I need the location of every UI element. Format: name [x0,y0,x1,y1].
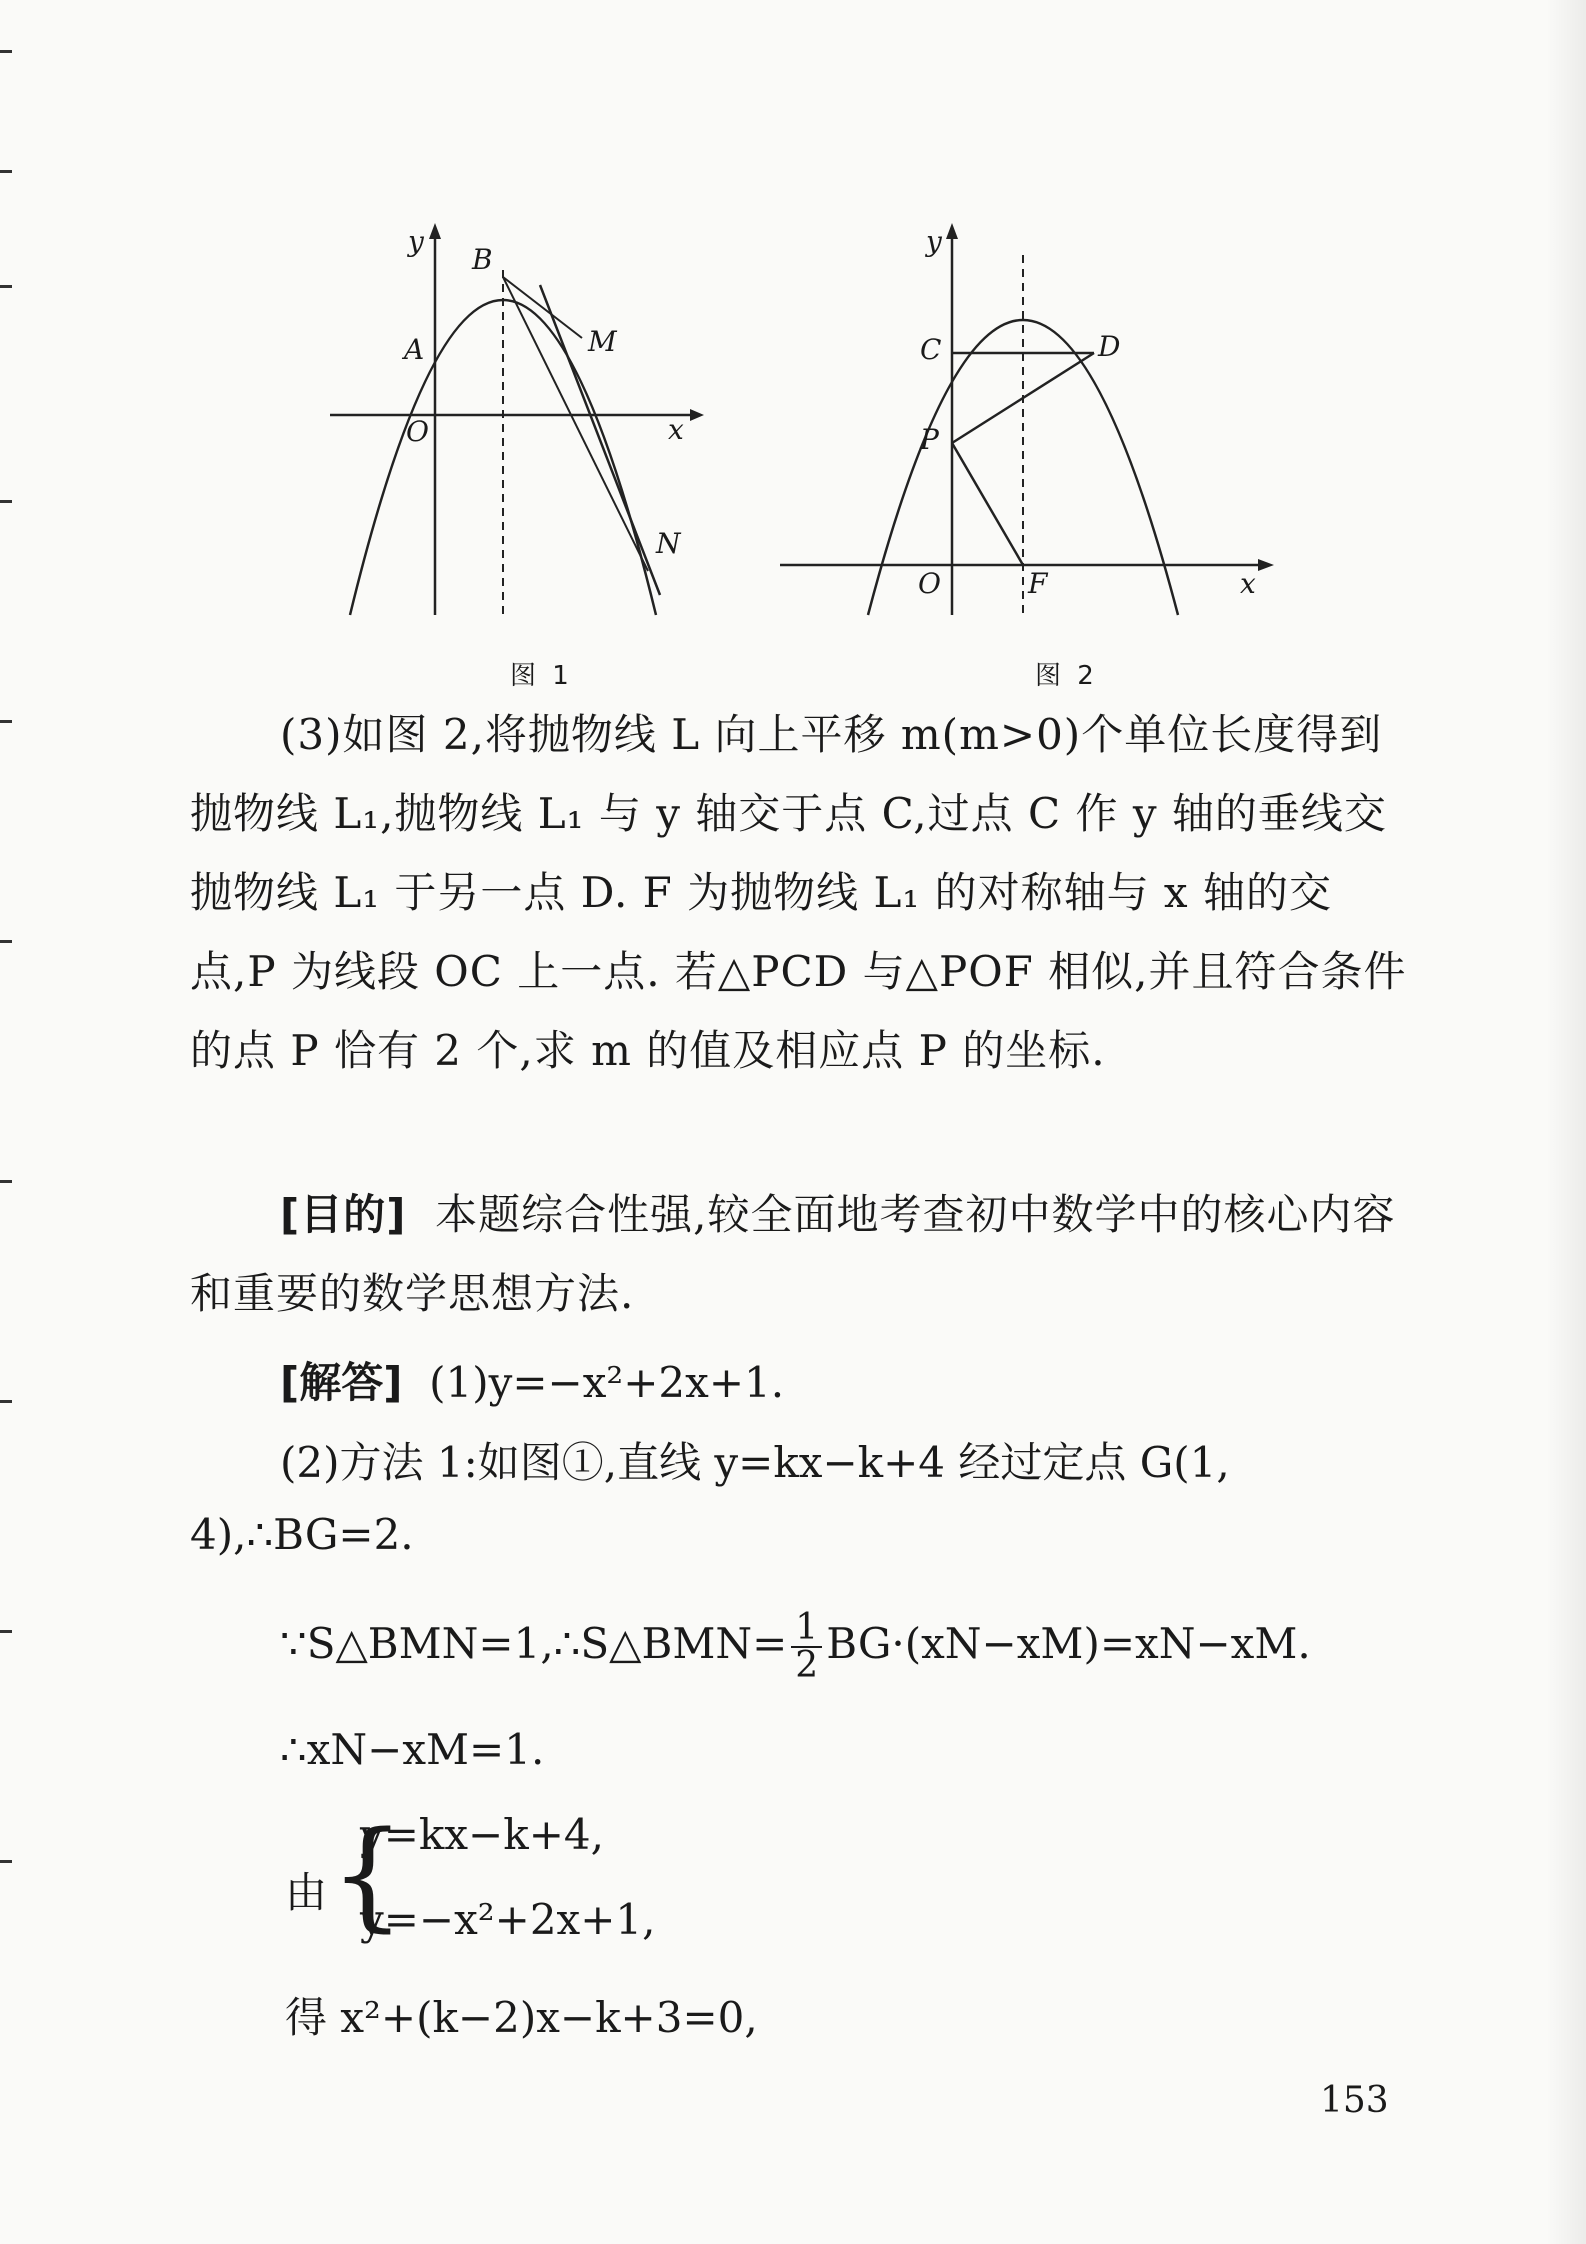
binding-mark [0,170,12,173]
figure-1-origin-label: O [406,415,429,448]
figure-1-y-label: y [408,225,424,258]
binding-mark [0,1180,12,1183]
figure-2-caption: 图 2 [1035,661,1098,691]
system-lead: 由 [285,1868,328,1917]
figure-1-point-b-label: B [472,243,493,276]
problem-3-text: (3)如图 2,将抛物线 L 向上平移 m(m>0)个单位长度得到抛物线 L₁,抛物线 L₁ 与 y 轴交于点 C,过点 C 作 y 轴的垂线交抛物线 L₁ 于另一点 D. F 为抛物线 L₁ 的对称轴与 x 轴的交点,P 为线段 OC 上一点. 若△PCD 与△POF 相似,并且符合条件的点 P 恰有 2 个,求 m 的值及相应点 P 的坐标. [190,710,1407,1075]
answer-part1: (1)y=−x²+2x+1. [429,1358,785,1407]
figure-1-x-label: x [668,413,684,446]
area-equation-lead: ∵S△BMN=1,∴S△BMN= [280,1619,788,1668]
problem-3-block [190,695,1410,1090]
fraction-denominator: 2 [795,1645,819,1686]
figure-2-point-d-label: D [1098,330,1121,363]
answer-part2-line2: 4),∴BG=2. [190,1510,414,1559]
page-edge-shadow [1546,0,1586,2244]
figure-1 [320,215,720,635]
answer-tag: [解答] [280,1358,403,1407]
figure-1-diagram [320,215,720,635]
result-line: 得 x²+(k−2)x−k+3=0, [285,1993,758,2042]
binding-mark [0,50,12,53]
binding-mark [0,1860,12,1863]
binding-mark [0,285,12,288]
binding-mark [0,940,12,943]
binding-mark [0,1630,12,1633]
difference-line: ∴xN−xM=1. [280,1725,545,1774]
figure-1-caption: 图 1 [510,661,573,691]
binding-mark [0,500,12,503]
binding-mark [0,1400,12,1403]
purpose-block [190,1175,1410,1333]
figure-1-point-m-label: M [588,325,617,358]
figure-2-y-label: y [926,225,942,258]
one-half-fraction [791,1607,822,1686]
purpose-text: 本题综合性强,较全面地考查初中数学中的核心内容和重要的数学思想方法. [190,1190,1396,1318]
purpose-paragraph [190,1175,1410,1333]
system-equation-1: y=kx−k+4, [360,1810,604,1859]
figure-2-origin-label: O [918,567,941,600]
figure-2-point-f-label: F [1028,567,1048,600]
answer-part2-line1: (2)方法 1:如图①,直线 y=kx−k+4 经过定点 G(1, [280,1438,1230,1487]
area-equation-line [280,1607,1311,1686]
page-number: 153 [1320,2080,1389,2121]
system-equation-2: y=−x²+2x+1, [360,1895,656,1944]
figure-1-point-a-label: A [404,333,425,366]
system-brace: { [330,1805,406,1943]
binding-mark [0,720,12,723]
fraction-numerator: 1 [791,1610,822,1648]
area-equation-tail: BG·(xN−xM)=xN−xM. [826,1619,1311,1668]
figure-2-x-label: x [1240,567,1256,600]
figure-1-point-n-label: N [656,527,681,560]
figure-2-point-p-label: P [920,423,939,456]
figure-2 [780,215,1280,635]
purpose-tag: [目的] [280,1190,407,1239]
figure-2-point-c-label: C [920,333,942,366]
answer-part1-line [280,1350,784,1410]
